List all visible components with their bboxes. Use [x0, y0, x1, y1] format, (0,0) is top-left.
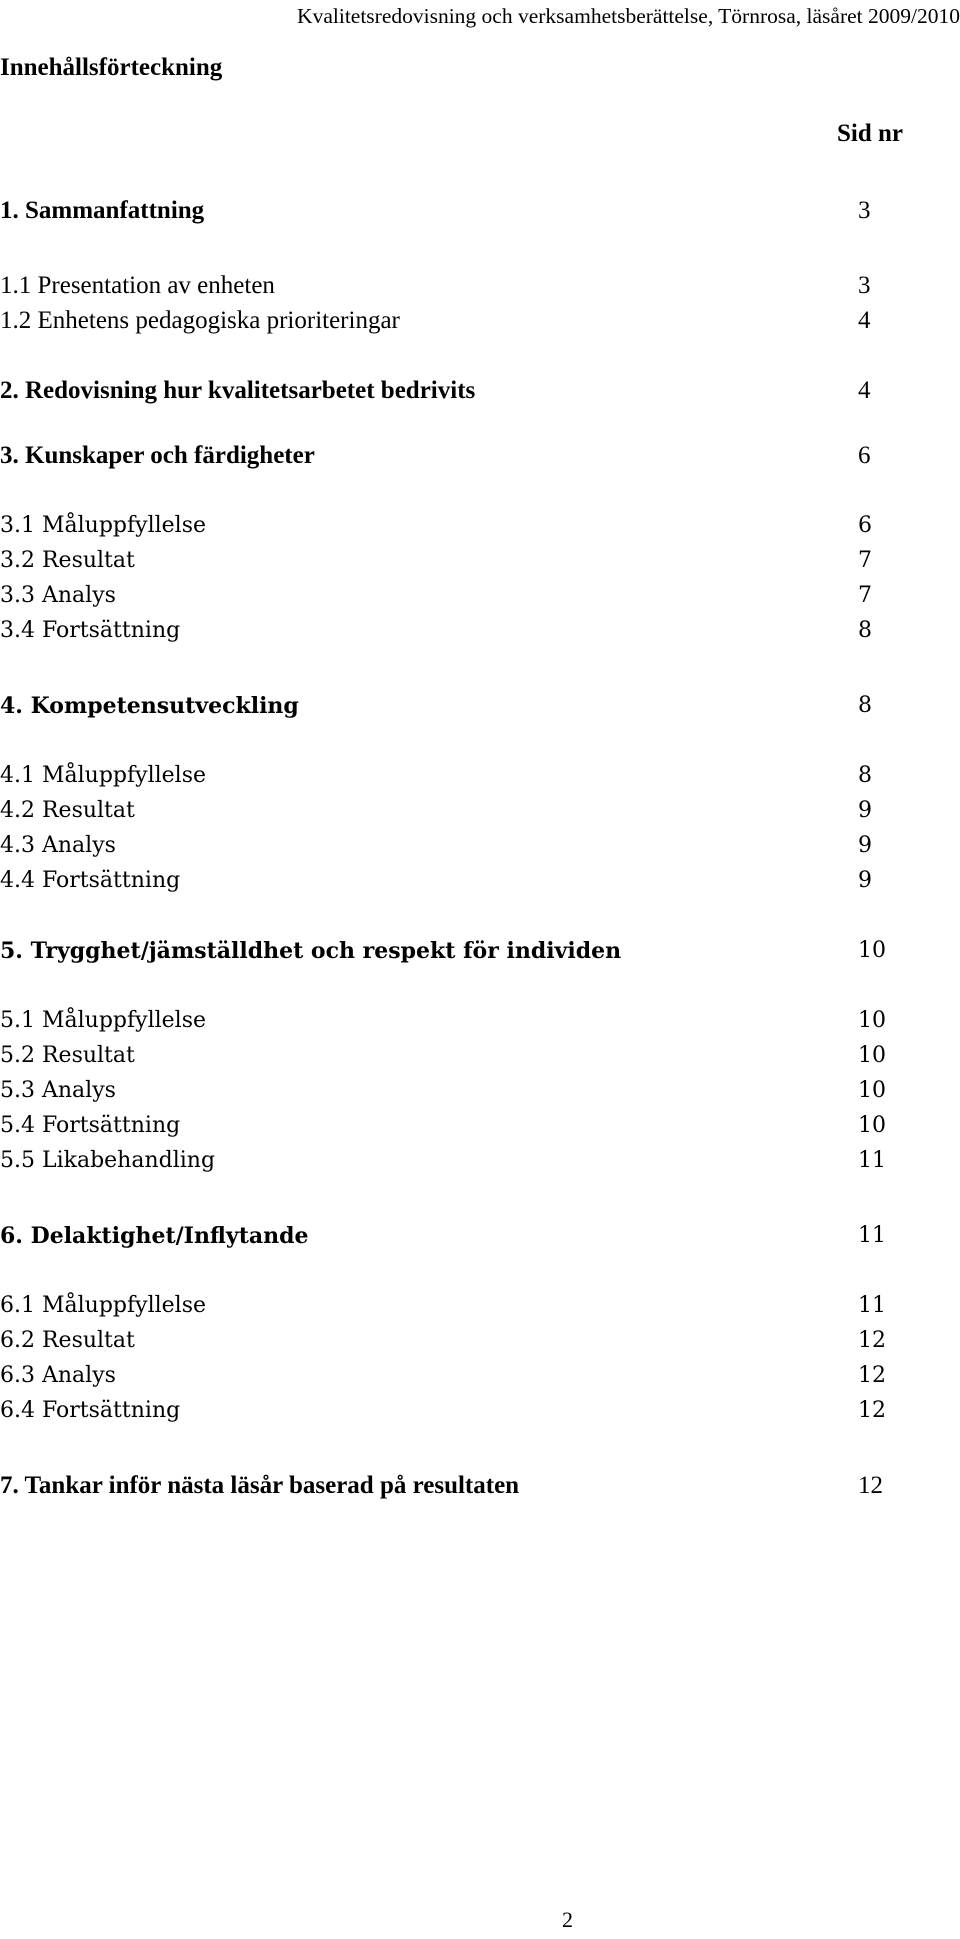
toc-subsection-entry	[0, 1360, 900, 1392]
toc-entry-label: 3.3 Analys	[0, 583, 116, 608]
toc-entry-page: 10	[858, 1078, 886, 1103]
footer-page-number: 2	[562, 1907, 573, 1932]
toc-entry-label: 6.4 Fortsättning	[0, 1398, 181, 1423]
toc-entry-page: 8	[858, 693, 872, 718]
toc-entry-page: 3	[858, 272, 871, 299]
toc-entry-label: 2. Redovisning hur kvalitetsarbetet bedrivits	[0, 377, 476, 404]
toc-entry-page: 12	[858, 1398, 886, 1423]
page-column-header: Sid nr	[836, 120, 903, 147]
toc-entry-page: 6	[858, 442, 871, 469]
toc-entry-label: 6.3 Analys	[0, 1363, 116, 1388]
toc-section-entry	[0, 440, 900, 472]
toc-subsection-entry	[0, 270, 900, 302]
toc-entry-label: 4.2 Resultat	[0, 798, 135, 823]
toc-entry-page: 10	[858, 938, 886, 963]
toc-section-entry	[0, 375, 900, 407]
toc-entry-label: 5.3 Analys	[0, 1078, 116, 1103]
toc-entry-page: 8	[858, 618, 872, 643]
toc-section-entry	[0, 1220, 900, 1252]
toc-subsection-entry	[0, 1290, 900, 1322]
toc-entry-page: 10	[858, 1008, 886, 1033]
toc-entry-label: 3. Kunskaper och färdigheter	[0, 442, 315, 469]
toc-entry-label: 5.2 Resultat	[0, 1043, 135, 1068]
toc-entry-label: 5.4 Fortsättning	[0, 1113, 181, 1138]
toc-entry-page: 4	[858, 377, 871, 404]
toc-subsection-entry	[0, 1040, 900, 1072]
toc-entry-page: 6	[858, 513, 872, 538]
toc-subsection-entry	[0, 1005, 900, 1037]
running-header: Kvalitetsredovisning och verksamhetsberättelse, Törnrosa, läsåret 2009/2010	[297, 4, 960, 28]
toc-entry-label: 5.5 Likabehandling	[0, 1148, 216, 1173]
toc-entry-label: 6.1 Måluppfyllelse	[0, 1293, 207, 1318]
toc-entry-label: 3.4 Fortsättning	[0, 618, 181, 643]
toc-subsection-entry	[0, 1145, 900, 1177]
toc-subsection-entry	[0, 545, 900, 577]
toc-entry-label: 5.1 Måluppfyllelse	[0, 1008, 207, 1033]
toc-section-entry	[0, 1470, 900, 1502]
toc-entry-page: 4	[858, 307, 871, 334]
toc-entry-page: 9	[858, 833, 872, 858]
toc-entry-page: 7	[858, 548, 872, 573]
toc-entry-label: 4. Kompetensutveckling	[0, 693, 299, 719]
toc-entry-page: 8	[858, 763, 872, 788]
toc-subsection-entry	[0, 580, 900, 612]
toc-entry-page: 10	[858, 1043, 886, 1068]
toc-entry-page: 3	[858, 197, 871, 224]
toc-subsection-entry	[0, 830, 900, 862]
toc-entry-page: 9	[858, 798, 872, 823]
toc-entry-label: 4.3 Analys	[0, 833, 116, 858]
toc-entry-label: 6. Delaktighet/Inflytande	[0, 1223, 309, 1249]
toc-subsection-entry	[0, 1110, 900, 1142]
toc-section-entry	[0, 690, 900, 722]
toc-entry-label: 4.1 Måluppfyllelse	[0, 763, 207, 788]
toc-entry-label: 1.2 Enhetens pedagogiska prioriteringar	[0, 307, 400, 334]
toc-entry-label: 5. Trygghet/jämställdhet och respekt för individen	[0, 938, 622, 964]
toc-section-entry	[0, 935, 900, 967]
toc-entry-page: 11	[858, 1223, 886, 1248]
toc-entry-page: 11	[858, 1148, 886, 1173]
toc-entry-page: 12	[858, 1328, 886, 1353]
toc-subsection-entry	[0, 1075, 900, 1107]
toc-subsection-entry	[0, 1325, 900, 1357]
toc-subsection-entry	[0, 865, 900, 897]
toc-subsection-entry	[0, 1395, 900, 1427]
toc-subsection-entry	[0, 760, 900, 792]
toc-entry-label: 6.2 Resultat	[0, 1328, 135, 1353]
toc-entry-label: 1. Sammanfattning	[0, 197, 205, 224]
toc-entry-page: 12	[858, 1472, 883, 1499]
toc-section-entry	[0, 195, 900, 227]
toc-title: Innehållsförteckning	[0, 54, 223, 81]
toc-entry-label: 3.2 Resultat	[0, 548, 135, 573]
toc-entry-page: 7	[858, 583, 872, 608]
toc-entry-page: 12	[858, 1363, 886, 1388]
toc-entry-label: 3.1 Måluppfyllelse	[0, 513, 207, 538]
toc-entry-page: 11	[858, 1293, 886, 1318]
toc-entry-label: 4.4 Fortsättning	[0, 868, 181, 893]
toc-entry-label: 1.1 Presentation av enheten	[0, 272, 275, 299]
toc-entry-label: 7. Tankar inför nästa läsår baserad på resultaten	[0, 1472, 520, 1499]
toc-entry-page: 9	[858, 868, 872, 893]
toc-subsection-entry	[0, 615, 900, 647]
toc-entry-page: 10	[858, 1113, 886, 1138]
toc-subsection-entry	[0, 305, 900, 337]
toc-subsection-entry	[0, 795, 900, 827]
toc-subsection-entry	[0, 510, 900, 542]
